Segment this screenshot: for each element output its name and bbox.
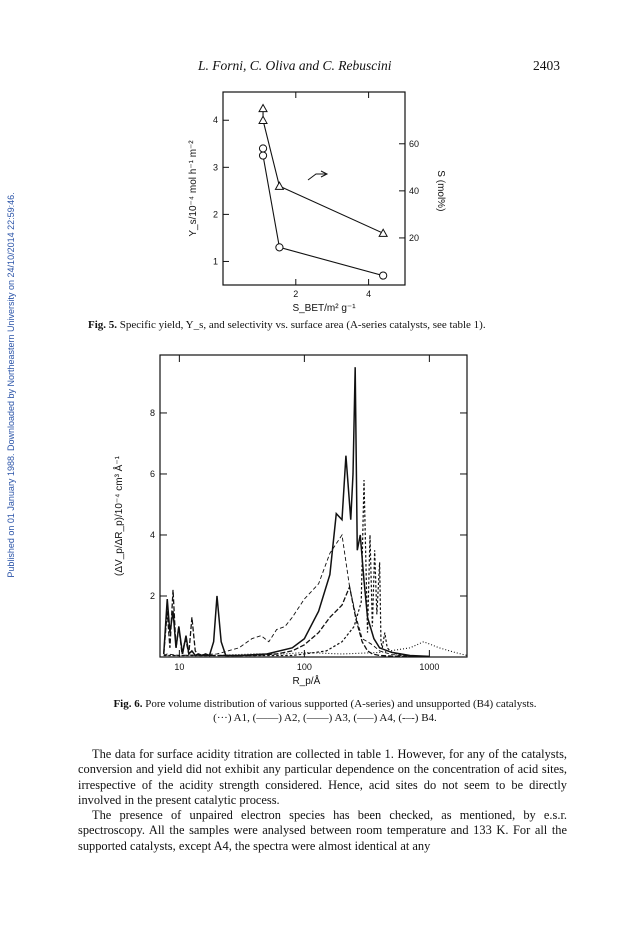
fig6-x-label: R_p/Å xyxy=(292,676,321,687)
fig5-y-tick-label-right: 20 xyxy=(409,232,420,243)
fig6-x-tick-label: 10 xyxy=(174,662,185,672)
fig6-series-B4 xyxy=(164,480,430,657)
fig5-y-tick-label-right: 60 xyxy=(409,138,420,149)
fig6-frame-rect xyxy=(160,355,467,657)
fig5-y-tick-label-left: 3 xyxy=(212,162,218,173)
fig6-y-tick-label: 6 xyxy=(149,468,155,479)
fig6-x-tick-label: 1000 xyxy=(419,662,440,672)
fig6-y-label: (ΔV_p/ΔR_p)/10⁻⁴ cm³ Å⁻¹ xyxy=(114,456,125,576)
fig6-ticks xyxy=(150,355,467,672)
fig6-caption-text: Pore volume distribution of various supported (A-series) and unsupported (B4) catalysts. xyxy=(145,698,537,710)
fig6-y-tick-label: 4 xyxy=(149,529,155,540)
body-text xyxy=(78,747,567,854)
fig5-y-tick-label-right: 40 xyxy=(409,185,420,196)
fig5-frame-rect xyxy=(223,92,405,285)
fig5-x-tick-label: 4 xyxy=(366,289,372,299)
fig6-series-A4 xyxy=(164,587,430,657)
fig6-series xyxy=(164,367,467,656)
fig5-series xyxy=(259,104,387,279)
fig5-point-circle xyxy=(259,145,266,152)
fig5-y-tick-label-left: 2 xyxy=(212,209,218,220)
figure-6-caption xyxy=(80,697,570,725)
fig5-ticks xyxy=(213,92,419,299)
fig5-point-circle xyxy=(380,272,387,279)
running-authors: L. Forni, C. Oliva and C. Rebuscini xyxy=(198,58,392,73)
fig5-point-circle xyxy=(259,152,266,159)
download-watermark xyxy=(4,150,18,620)
body-paragraph-2: The presence of unpaired electron species has been checked, as mentioned, by e.s.r. spectroscopy. All the samples were analysed between room temperature and 133 K. For all the supported catalysts, except A4, the spectra were almost identical at any xyxy=(78,808,567,853)
fig6-series-A2 xyxy=(164,367,430,656)
fig5-caption-label: Fig. 5. xyxy=(88,319,118,331)
fig5-y-label-right: S (mol%) xyxy=(435,170,446,212)
running-header xyxy=(0,58,624,78)
fig5-caption-text: Specific yield, Y_s, and selectivity vs. surface area (A-series catalysts, see table 1). xyxy=(119,319,486,331)
fig5-series-line-triangle xyxy=(263,108,383,233)
figure-5-chart xyxy=(150,85,450,315)
fig5-arrow-shaft xyxy=(308,174,326,180)
body-paragraph-1: The data for surface acidity titration are collected in table 1. However, for any of the catalysts, conversion and yield did not exhibit any particular dependence on the concentration of acid sites, irrespective of the acidity strength considered. Hence, acid sites do not seem to be directly involved in the present catalytic process. xyxy=(78,747,567,807)
fig5-point-triangle xyxy=(379,229,387,236)
fig6-series-A1 xyxy=(164,642,467,656)
fig5-arrow-annotation xyxy=(308,171,327,180)
fig5-point-triangle xyxy=(259,104,267,111)
fig6-y-tick-label: 2 xyxy=(149,590,155,601)
fig6-x-tick-label: 100 xyxy=(296,662,312,672)
fig5-point-triangle xyxy=(259,116,267,123)
fig5-x-label: S_BET/m² g⁻¹ xyxy=(292,303,356,314)
watermark-text: Published on 01 January 1988. Downloaded by Northeastern University on 24/10/2014 22:59:46. xyxy=(6,192,16,578)
fig5-series-line-circle xyxy=(263,148,383,275)
fig5-point-circle xyxy=(276,244,283,251)
page-number: 2403 xyxy=(533,58,560,73)
fig6-y-tick-label: 8 xyxy=(149,407,155,418)
fig6-plot-frame xyxy=(160,355,467,657)
figure-5-caption xyxy=(88,318,568,332)
fig5-x-tick-label: 2 xyxy=(293,289,299,299)
fig5-plot-frame xyxy=(223,92,405,285)
fig6-caption-legend: (···) A1, (——) A2, (——) A3, (–––) A4, (-–-) B4. xyxy=(213,712,437,724)
figure-6-chart xyxy=(100,346,490,696)
fig5-y-label-left: Y_s/10⁻⁴ mol h⁻¹ m⁻² xyxy=(188,140,199,237)
fig5-point-triangle xyxy=(275,182,283,189)
fig5-y-tick-label-left: 1 xyxy=(212,256,218,267)
fig6-series-A3 xyxy=(164,535,430,656)
fig6-caption-label: Fig. 6. xyxy=(113,698,143,710)
fig5-y-tick-label-left: 4 xyxy=(212,115,218,126)
